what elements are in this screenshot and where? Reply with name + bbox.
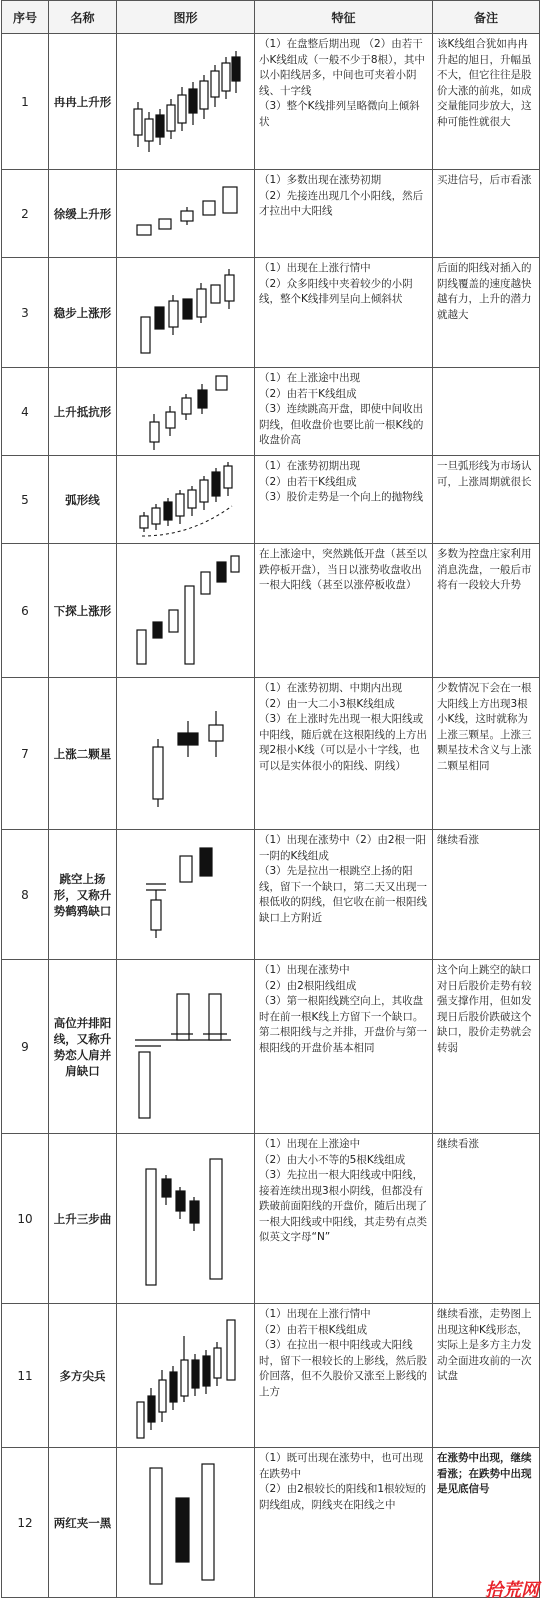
pattern-features — [255, 1448, 433, 1598]
feature-line: （1）既可出现在涨势中，也可出现在跌势中 — [259, 1452, 424, 1480]
pattern-figure — [117, 368, 255, 456]
feature-line: （1）在上涨途中出现 — [259, 372, 361, 384]
feature-line: （3）连续跳高开盘，即使中间收出阴线，但收盘价也要比前一根K线的收盘价高 — [259, 403, 424, 446]
table-row — [2, 368, 540, 456]
pattern-note — [433, 34, 540, 170]
candlestick-figure — [136, 372, 236, 452]
pattern-figure — [117, 34, 255, 170]
note-line: 继续看涨，走势图上出现这种K线形态，实际上是多方主力发动全面进攻前的一次试盘 — [437, 1308, 532, 1382]
pattern-name: 跳空上扬形，又称升势鹤鸦缺口 — [49, 830, 117, 960]
feature-line: （2）由一大二小3根K线组成 — [259, 697, 395, 710]
header-no: 序号 — [2, 1, 49, 34]
pattern-figure — [117, 960, 255, 1134]
note-line: 该K线组合犹如冉冉升起的旭日，升幅虽不大，但它往往是股价大涨的前兆，如成交量能同步放大，这种可能性就很大 — [437, 38, 532, 128]
pattern-name: 上升三步曲 — [49, 1134, 117, 1304]
row-number: 7 — [2, 678, 49, 830]
row-number: 5 — [2, 456, 49, 544]
feature-line: （2）由2根较长的阳线和1根较短的阴线组成，阴线夹在阳线之中 — [259, 1483, 427, 1511]
feature-line: （1）多数出现在涨势初期 — [259, 174, 382, 186]
feature-line: （2）由若干根K线组成 — [259, 1323, 368, 1336]
feature-line: （3）先拉出一根大阳线或中阳线，接着连续出现3根小阴线，但都没有跌破前面阳线的开盘价，随后出现了一根大阳线或中阳线，其走势有点类似英文字母“N” — [259, 1169, 427, 1243]
feature-line: （1）在盘整后期出现 （2）由若干小K线组成（一般不少于8根），其中以小阳线居多，中间也可夹着小阴线、十字线 — [259, 38, 425, 97]
feature-line: （1）出现在上涨行情中 — [259, 262, 371, 274]
candlestick-figure — [136, 1149, 236, 1289]
k-line-pattern-table — [1, 0, 540, 1598]
table-row — [2, 456, 540, 544]
pattern-note — [433, 544, 540, 678]
candlestick-figure — [136, 699, 236, 809]
pattern-features — [255, 678, 433, 830]
feature-line: （1）出现在上涨行情中 — [259, 1308, 371, 1320]
feature-line: （3）先是拉出一根跳空上扬的阳线，留下一个缺口，第二天又出现一根低收的阴线，但它收在前一根阳线缺口上方附近 — [259, 865, 427, 924]
table-row — [2, 258, 540, 368]
note-line: 一旦弧形线为市场认可，上涨周期就很长 — [437, 460, 532, 488]
row-number: 10 — [2, 1134, 49, 1304]
candlestick-figure — [131, 1310, 241, 1442]
pattern-note — [433, 170, 540, 258]
feature-line: （1）出现在涨势中（2）由2根一阳一阴的K线组成 — [259, 834, 427, 862]
table-row — [2, 1134, 540, 1304]
pattern-name: 高位并排阳线，又称升势恋人肩并肩缺口 — [49, 960, 117, 1134]
pattern-note — [433, 678, 540, 830]
feature-line: （3）整个K线排列呈略微向上倾斜状 — [259, 100, 420, 128]
pattern-figure — [117, 544, 255, 678]
feature-line: （3）股价走势是一个向上的抛物线 — [259, 491, 424, 503]
table-row — [2, 678, 540, 830]
row-number: 8 — [2, 830, 49, 960]
note-line: 在涨势中出现，继续看涨；在跌势中出现是见底信号 — [437, 1452, 532, 1495]
pattern-features — [255, 34, 433, 170]
pattern-note — [433, 258, 540, 368]
candlestick-figure — [131, 265, 241, 360]
note-line: 多数为控盘庄家利用消息洗盘，一般后市将有一段较大升势 — [437, 548, 532, 591]
feature-line: （1）在涨势初期出现 — [259, 460, 361, 472]
candlestick-figure — [131, 179, 241, 249]
pattern-name: 弧形线 — [49, 456, 117, 544]
feature-line: （3）在拉出一根中阳线或大阳线时，留下一根较长的上影线，然后股价回落，但不久股价又涨至上影线的上方 — [259, 1339, 427, 1398]
pattern-note — [433, 368, 540, 456]
note-line: 这个向上跳空的缺口对日后股价走势有较强支撑作用，但如发现日后股价跌破这个缺口，股价走势就会转弱 — [437, 964, 532, 1054]
feature-line: （3）在上涨时先出现一根大阳线或中阳线，随后就在这根阳线的上方出现2根小K线（可以是小十字线，也可以是实体很小的阳线、阴线） — [259, 713, 427, 772]
pattern-note — [433, 456, 540, 544]
row-number: 3 — [2, 258, 49, 368]
header-features: 特征 — [255, 1, 433, 34]
pattern-figure — [117, 258, 255, 368]
feature-line: （1）出现在上涨途中 — [259, 1138, 361, 1150]
header-figure: 图形 — [117, 1, 255, 34]
pattern-name: 冉冉上升形 — [49, 34, 117, 170]
table-row — [2, 170, 540, 258]
pattern-note — [433, 830, 540, 960]
row-number: 4 — [2, 368, 49, 456]
candlestick-figure — [136, 840, 236, 950]
feature-line: （3）第一根阳线跳空向上，其收盘时在前一根K线上方留下一个缺口。第二根阳线与之并排，开盘价与第一根阳线的开盘价基本相同 — [259, 995, 427, 1054]
candlestick-figure — [131, 972, 241, 1122]
pattern-name: 徐缓上升形 — [49, 170, 117, 258]
pattern-features — [255, 456, 433, 544]
pattern-name: 多方尖兵 — [49, 1304, 117, 1448]
pattern-note — [433, 1448, 540, 1598]
table-row — [2, 830, 540, 960]
pattern-features — [255, 960, 433, 1134]
feature-line: （1）在涨势初期、中期内出现 — [259, 682, 403, 694]
pattern-features — [255, 830, 433, 960]
candlestick-figure — [136, 1458, 236, 1588]
pattern-features — [255, 544, 433, 678]
pattern-figure — [117, 678, 255, 830]
pattern-figure — [117, 456, 255, 544]
header-row — [2, 1, 540, 34]
row-number: 1 — [2, 34, 49, 170]
feature-line: （2）由若干K线组成 — [259, 387, 357, 400]
site-watermark: 拾荒网 — [485, 1580, 539, 1601]
pattern-features — [255, 1304, 433, 1448]
pattern-name: 稳步上涨形 — [49, 258, 117, 368]
row-number: 6 — [2, 544, 49, 678]
pattern-name: 上升抵抗形 — [49, 368, 117, 456]
pattern-features — [255, 368, 433, 456]
note-line: 继续看涨 — [437, 834, 479, 846]
header-notes: 备注 — [433, 1, 540, 34]
pattern-figure — [117, 1448, 255, 1598]
pattern-figure — [117, 830, 255, 960]
pattern-note — [433, 1304, 540, 1448]
note-line: 后面的阳线对插入的阴线覆盖的速度越快越有力，上升的潜力就越大 — [437, 262, 532, 321]
pattern-features — [255, 258, 433, 368]
pattern-figure — [117, 1134, 255, 1304]
candlestick-figure — [126, 47, 246, 157]
pattern-note — [433, 960, 540, 1134]
pattern-figure — [117, 1304, 255, 1448]
row-number: 9 — [2, 960, 49, 1134]
pattern-name: 下探上涨形 — [49, 544, 117, 678]
feature-line: 在上涨途中，突然跳低开盘（甚至以跌停板开盘），当日以涨势收盘收出一根大阳线（甚至以涨停板收盘） — [259, 548, 427, 591]
pattern-features — [255, 1134, 433, 1304]
row-number: 11 — [2, 1304, 49, 1448]
header-name: 名称 — [49, 1, 117, 34]
feature-line: （2）由若干K线组成 — [259, 475, 357, 488]
table-row — [2, 1448, 540, 1598]
pattern-name: 上涨二颗星 — [49, 678, 117, 830]
feature-line: （2）先接连出现几个小阳线，然后才拉出中大阳线 — [259, 189, 424, 217]
candlestick-figure — [131, 552, 241, 670]
table-row — [2, 960, 540, 1134]
feature-line: （2）由大小不等的5根K线组成 — [259, 1153, 406, 1166]
table-row — [2, 1304, 540, 1448]
feature-line: （2）由2根阳线组成 — [259, 979, 357, 992]
candlestick-figure — [136, 460, 236, 540]
pattern-figure — [117, 170, 255, 258]
row-number: 2 — [2, 170, 49, 258]
table-row — [2, 544, 540, 678]
pattern-features — [255, 170, 433, 258]
row-number: 12 — [2, 1448, 49, 1598]
pattern-name: 两红夹一黑 — [49, 1448, 117, 1598]
pattern-note — [433, 1134, 540, 1304]
table-row — [2, 34, 540, 170]
note-line: 继续看涨 — [437, 1138, 479, 1150]
feature-line: （2）众多阳线中夹着较少的小阴线，整个K线排列呈向上倾斜状 — [259, 277, 413, 305]
feature-line: （1）出现在涨势中 — [259, 964, 350, 976]
note-line: 买进信号，后市看涨 — [437, 174, 532, 186]
note-line: 少数情况下会在一根大阳线上方出现3根小K线，这时就称为上涨三颗星。上涨三颗星技术含义与上涨二颗星相同 — [437, 682, 532, 772]
